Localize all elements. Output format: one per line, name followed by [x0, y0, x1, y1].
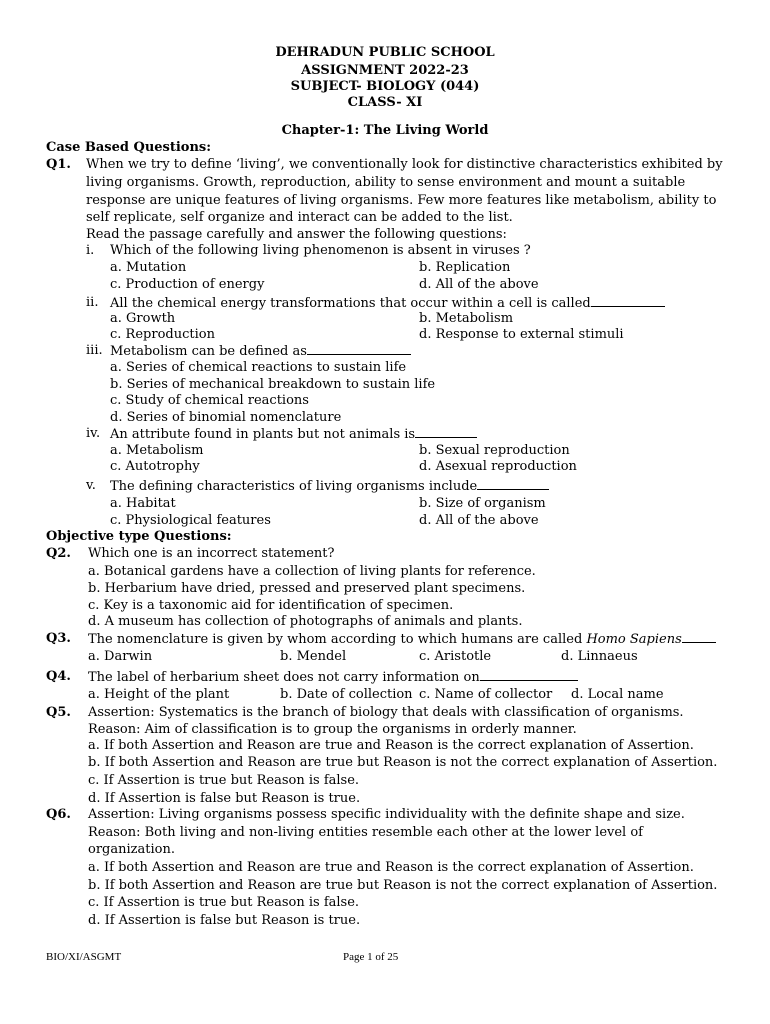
option: b. Date of collection [280, 687, 413, 702]
option: b. Replication [419, 260, 511, 275]
option: d. If Assertion is false but Reason is true. [88, 791, 361, 806]
page-number: Page 1 of 25 [343, 951, 399, 963]
option: b. Mendel [280, 649, 347, 664]
q3-text: The nomenclature is given by whom according to which humans are called Homo Sapiens [88, 630, 716, 648]
option: b. Size of organism [419, 496, 546, 511]
option: b. If both Assertion and Reason are true but Reason is not the correct explanation of Assertion. [88, 878, 718, 893]
option: d. All of the above [419, 513, 539, 528]
answer-blank [480, 668, 578, 681]
footer-code: BIO/XI/ASGMT [46, 951, 122, 963]
answer-blank [682, 630, 716, 643]
q2-number: Q2. [46, 546, 71, 561]
q6-reason: Reason: Both living and non-living entities resemble each other at the lower level of [88, 825, 643, 840]
q6-reason: organization. [88, 842, 175, 857]
option: d. If Assertion is false but Reason is true. [88, 913, 361, 928]
q5-number: Q5. [46, 705, 71, 720]
option: b. Sexual reproduction [419, 443, 570, 458]
option: c. Physiological features [110, 513, 271, 528]
q4-number: Q4. [46, 669, 71, 684]
option: c. Production of energy [110, 277, 265, 292]
q1-number: Q1. [46, 157, 71, 172]
option: d. Linnaeus [561, 649, 638, 664]
option: c. Autotrophy [110, 459, 200, 474]
option: c. If Assertion is true but Reason is false. [88, 773, 360, 788]
option: a. Growth [110, 311, 176, 326]
q1-passage-line: When we try to define ‘living’, we conventionally look for distinctive characteristics exhibited by [86, 157, 723, 172]
option: c. Key is a taxonomic aid for identification of specimen. [88, 598, 454, 613]
option: b. Series of mechanical breakdown to sustain life [110, 377, 436, 392]
option: a. Height of the plant [88, 687, 230, 702]
q1-passage-line: living organisms. Growth, reproduction, ability to sense environment and mount a suitable [86, 175, 686, 190]
q5-assertion: Assertion: Systematics is the branch of biology that deals with classification of organisms. [88, 705, 684, 720]
q1-passage-line: self replicate, self organize and interact can be added to the list. [86, 210, 513, 225]
subq-number: v. [86, 478, 96, 493]
option: d. A museum has collection of photographs of animals and plants. [88, 614, 523, 629]
answer-blank [307, 342, 411, 355]
option: b. Metabolism [419, 311, 514, 326]
option: a. Habitat [110, 496, 176, 511]
q3-number: Q3. [46, 631, 71, 646]
option: a. If both Assertion and Reason are true and Reason is the correct explanation of Assertion. [88, 738, 694, 753]
subject-title: SUBJECT- BIOLOGY (044) [290, 79, 480, 94]
q6-assertion: Assertion: Living organisms possess specific individuality with the definite shape and size. [88, 807, 685, 822]
subq-text: Metabolism can be defined as [110, 342, 411, 360]
subq-number: i. [86, 243, 95, 258]
option: b. If both Assertion and Reason are true but Reason is not the correct explanation of Assertion. [88, 755, 718, 770]
subq-number: iv. [86, 426, 101, 441]
option: c. Study of chemical reactions [110, 393, 309, 408]
option: c. Reproduction [110, 327, 215, 342]
option: d. Series of binomial nomenclature [110, 410, 342, 425]
answer-blank [477, 477, 549, 490]
section-objective: Objective type Questions: [46, 529, 232, 544]
option: a. Darwin [88, 649, 153, 664]
option: d. Local name [571, 687, 664, 702]
answer-blank [415, 425, 477, 438]
school-name: DEHRADUN PUBLIC SCHOOL [275, 45, 495, 60]
option: d. Asexual reproduction [419, 459, 577, 474]
subq-text: The defining characteristics of living organisms include [110, 477, 549, 495]
class-title: CLASS- XI [347, 95, 423, 110]
option: a. Mutation [110, 260, 187, 275]
subq-text: Which of the following living phenomenon is absent in viruses ? [110, 243, 531, 258]
option: c. Name of collector [419, 687, 553, 702]
q1-passage-line: response are unique features of living organisms. Few more features like metabolism, ability to [86, 193, 717, 208]
option: b. Herbarium have dried, pressed and preserved plant specimens. [88, 581, 526, 596]
q6-number: Q6. [46, 807, 71, 822]
q5-reason: Reason: Aim of classification is to group the organisms in orderly manner. [88, 722, 577, 737]
assignment-title: ASSIGNMENT 2022-23 [301, 63, 469, 78]
option: d. All of the above [419, 277, 539, 292]
q1-passage-line: Read the passage carefully and answer the following questions: [86, 227, 507, 242]
option: a. Botanical gardens have a collection of living plants for reference. [88, 564, 536, 579]
option: a. Metabolism [110, 443, 204, 458]
subq-text: All the chemical energy transformations that occur within a cell is called [110, 294, 665, 312]
answer-blank [591, 294, 665, 307]
option: a. Series of chemical reactions to sustain life [110, 360, 407, 375]
chapter-title: Chapter-1: The Living World [281, 123, 489, 138]
option: c. If Assertion is true but Reason is false. [88, 895, 360, 910]
subq-text: An attribute found in plants but not animals is [110, 425, 477, 443]
option: a. If both Assertion and Reason are true and Reason is the correct explanation of Assertion. [88, 860, 694, 875]
subq-number: ii. [86, 295, 99, 310]
q3-italic-term: Homo Sapiens [586, 632, 682, 647]
q2-text: Which one is an incorrect statement? [88, 546, 335, 561]
option: d. Response to external stimuli [419, 327, 624, 342]
option: c. Aristotle [419, 649, 492, 664]
subq-number: iii. [86, 343, 103, 358]
q4-text: The label of herbarium sheet does not carry information on [88, 668, 578, 686]
section-case-based: Case Based Questions: [46, 140, 212, 155]
